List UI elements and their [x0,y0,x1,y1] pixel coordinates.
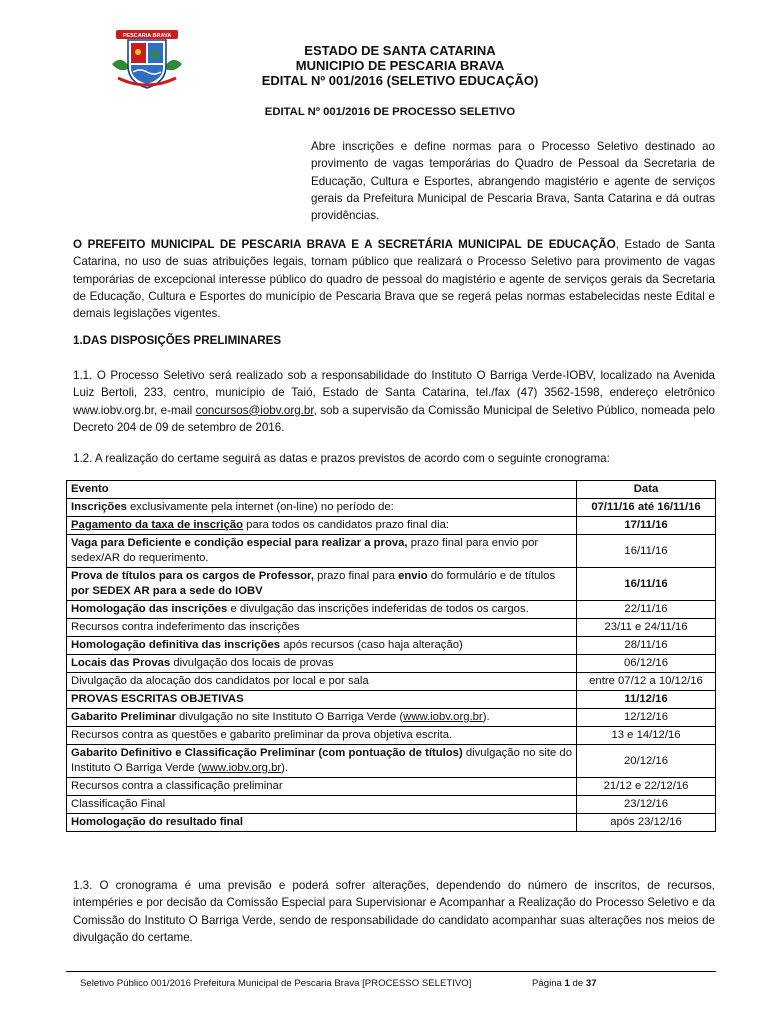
page-current: 1 [564,978,570,989]
table-row [67,568,716,601]
event-cell: Recursos contra a classificação preliminar [67,778,577,796]
event-bold: Homologação das inscrições [71,603,228,615]
date-cell: 16/11/16 [577,535,716,568]
event-cell [67,517,577,535]
event-text: do formulário e de títulos [427,570,556,582]
event-bold: PROVAS ESCRITAS OBJETIVAS [71,693,244,705]
event-bold: Gabarito Definitivo e Classificação Preliminar (com pontuação de títulos) [71,747,463,759]
schedule-table [66,480,716,832]
edital-subtitle: EDITAL Nº 001/2016 DE PROCESSO SELETIVO [264,106,516,118]
event-cell [67,691,577,709]
event-text: ). [281,762,289,774]
column-header-event: Evento [67,481,577,499]
intro-bold: O PREFEITO MUNICIPAL DE PESCARIA BRAVA E A SECRETÁRIA MUNICIPAL DE EDUCAÇÃO [73,238,616,251]
table-row [67,727,716,745]
event-text: e divulgação das inscrições indeferidas de todos os cargos. [227,603,529,615]
iobv-site-link[interactable]: www.iobv.org.br [201,762,282,774]
event-cell: Recursos contra as questões e gabarito preliminar da prova objetiva escrita. [67,727,577,745]
paragraph-1-3: 1.3. O cronograma é uma previsão e poderá sofrer alterações, dependendo do número de inscritos, de recursos, intempéries e por decisão da Comissão Especial para Supervisionar e Acompanhar a Realização do Processo Seletivo e da Comissão do Instituto O Barriga Verde, sendo de responsabilidade do candidato acompanhar suas alterações nos meios de divulgação do certame. [73,879,715,944]
event-cell: Divulgação da alocação dos candidatos por local e por sala [67,673,577,691]
event-cell: Classificação Final [67,796,577,814]
date-cell [577,517,716,535]
event-bold: Homologação definitiva das inscrições [71,639,281,651]
header-municipality: MUNICIPIO DE PESCARIA BRAVA [295,58,505,73]
paragraph-1-1 [73,367,715,436]
paragraph-1-1-tail: , sob a supervisão da Comissão Municipal de Seletivo Público, nomeada pelo Decreto 204 de 09 de setembro de 2016. [73,403,716,434]
event-cell [67,499,577,517]
event-bold: Pagamento da taxa de inscrição [71,519,244,531]
iobv-site-link[interactable]: www.iobv.org.br [403,711,483,723]
table-row [67,601,716,619]
event-text: divulgação no site do Instituto O Barriga Verde ( [71,747,572,774]
table-row [67,517,716,535]
intro-paragraph [73,236,715,322]
date-cell: entre 07/12 a 10/12/16 [577,673,716,691]
date-cell: 23/11 e 24/11/16 [577,619,716,637]
header-edital: EDITAL Nº 001/2016 (SELETIVO EDUCAÇÃO) [261,73,539,88]
date-cell: 12/12/16 [577,709,716,727]
event-bold: por SEDEX AR para a sede do IOBV [71,585,263,597]
footer-text: Seletivo Público 001/2016 Prefeitura Municipal de Pescaria Brava [PROCESSO SELETIVO] [80,978,472,989]
date-cell [577,499,716,517]
event-bold: Gabarito Preliminar [71,711,176,723]
event-cell [67,709,577,727]
event-cell [67,655,577,673]
page-total: 37 [585,978,597,989]
event-cell [67,745,577,778]
event-cell [67,535,577,568]
event-cell: Recursos contra indeferimento das inscrições [67,619,577,637]
event-cell [67,637,577,655]
page-mid: de [569,978,586,989]
event-text: divulgação no site Instituto O Barriga Verde ( [175,711,404,723]
event-bold: envio [398,570,428,582]
date-cell [577,691,716,709]
event-cell [67,814,577,832]
page-footer [80,978,597,989]
date-value: 07/11/16 até 16/11/16 [591,501,701,513]
table-row [67,745,716,778]
event-text: ). [482,711,490,723]
event-bold: Prova de títulos para os cargos de Professor, [71,570,314,582]
date-value: 16/11/16 [624,577,668,590]
section-title: 1.DAS DISPOSIÇÕES PRELIMINARES [73,334,282,347]
date-cell: 28/11/16 [577,637,716,655]
table-row [67,778,716,796]
table-row [67,637,716,655]
table-row [67,499,716,517]
schedule-header-row [67,481,716,499]
event-text: exclusivamente pela internet (on-line) no período de: [126,501,394,513]
date-cell [577,568,716,601]
page-number [532,978,597,989]
table-row [67,673,716,691]
event-text: prazo final para [313,570,399,582]
event-cell [67,568,577,601]
table-row [67,619,716,637]
date-value: 17/11/16 [624,519,668,531]
event-text: prazo final para envio por sedex/AR do requerimento. [71,537,539,564]
event-bold: Locais das Provas [71,657,171,669]
date-cell: 06/12/16 [577,655,716,673]
table-row [67,691,716,709]
document-header [170,43,630,88]
event-text: após recursos (caso haja alteração) [280,639,463,651]
edital-abstract: Abre inscrições e define normas para o Processo Seletivo destinado ao provimento de vagas temporárias do Quadro de Pessoal da Secretaria de Educação, Cultura e Esportes, abrangendo magistério e agente de serviços gerais da Prefeitura Municipal de Pescaria Brava, Santa Catarina e dá outras providências. [311,140,715,223]
footer-divider [66,971,716,972]
event-bold: Homologação do resultado final [71,816,243,828]
email-link[interactable]: concursos@iobv.org.br [195,403,314,417]
event-text: divulgação dos locais de provas [170,657,334,669]
table-row [67,709,716,727]
date-value: 11/12/16 [624,693,668,705]
paragraph-1-1-text: 1.1. O Processo Seletivo será realizado sob a responsabilidade do Instituto O Barriga Verde-IOBV, localizado na Avenida Luiz Bertoli, 233, centro, município de Taió, Estado de Santa Catarina, tel./fax (47) 3562-1598, endereço eletrônico www.iobv.org.br, e-mail [73,369,715,417]
date-cell: 13 e 14/12/16 [577,727,716,745]
column-header-date: Data [577,481,716,499]
header-state: ESTADO DE SANTA CATARINA [304,43,496,58]
date-cell: 22/11/16 [577,601,716,619]
event-bold: Vaga para Deficiente e condição especial para realizar a prova, [71,537,408,549]
event-text: para todos os candidatos prazo final dia: [243,519,450,531]
page-prefix: Página [532,978,565,989]
date-cell: 23/12/16 [577,796,716,814]
date-cell: 21/12 e 22/12/16 [577,778,716,796]
event-bold: Inscrições [71,501,127,513]
table-row [67,814,716,832]
date-cell: após 23/12/16 [577,814,716,832]
table-row [67,535,716,568]
event-cell [67,601,577,619]
paragraph-1-2: 1.2. A realização do certame seguirá as datas e prazos previstos de acordo com o seguinte cronograma: [73,452,610,465]
intro-rest: , Estado de Santa Catarina, no uso de suas atribuições legais, tornam público que realizará o Processo Seletivo para provimento de vagas temporárias de excepcional interesse público do quadro de pessoal do magistério e agente de serviços gerais da Secretaria de Educação, Cultura e Esportes do município de Pescaria Brava que se regerá pelas normas estabelecidas neste Edital e demais legislações vigentes. [73,238,715,321]
date-cell: 20/12/16 [577,745,716,778]
crest-banner-text: PESCARIA BRAVA [122,33,172,39]
table-row [67,655,716,673]
table-row [67,796,716,814]
